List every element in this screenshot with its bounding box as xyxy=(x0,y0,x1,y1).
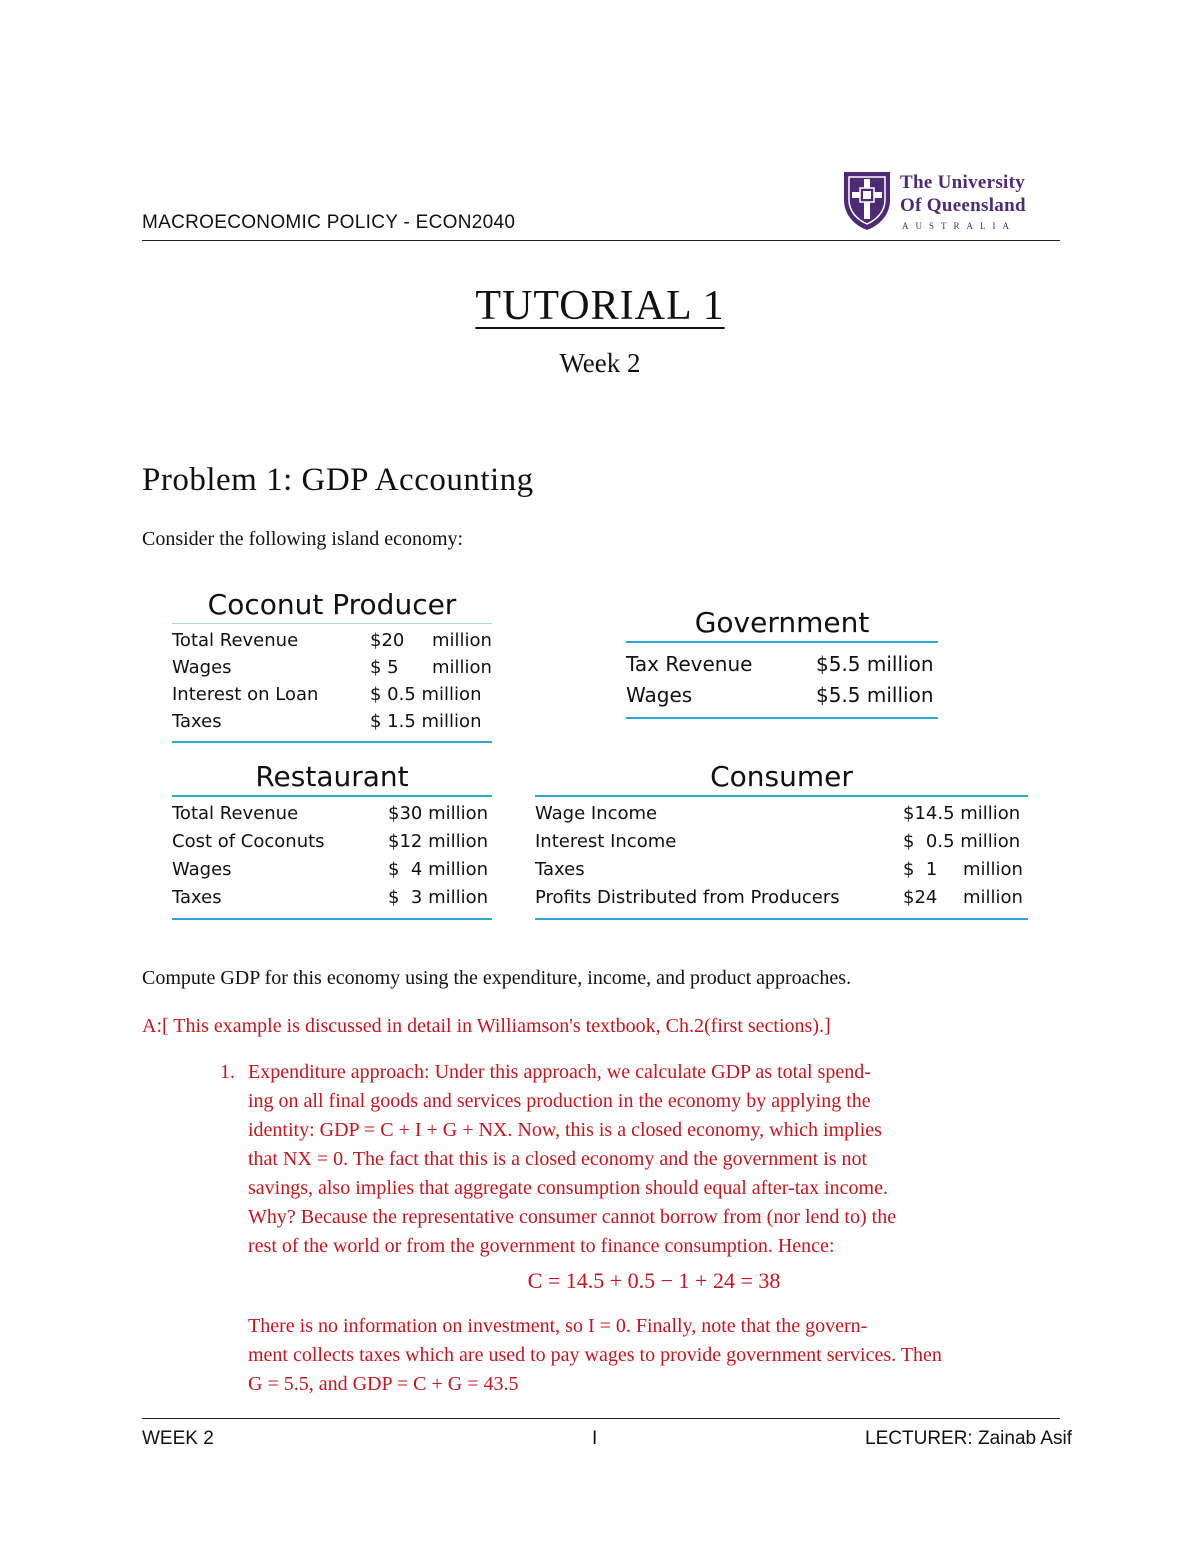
table-row: Tax Revenue $5.5 million xyxy=(626,652,934,676)
answer-line: Expenditure approach: Under this approach, we calculate GDP as total spend- xyxy=(248,1061,871,1083)
consumption-equation: C = 14.5 + 0.5 − 1 + 24 = 38 xyxy=(527,1268,781,1293)
table-row: Taxes $ 1 million xyxy=(535,859,1023,880)
answer-line: Why? Because the representative consumer cannot borrow from (nor lend to) the xyxy=(248,1206,897,1228)
table-bottom-rule xyxy=(172,741,492,743)
table-title: Restaurant xyxy=(255,760,409,793)
intro-text: Consider the following island economy: xyxy=(142,528,464,550)
table-divider xyxy=(172,795,492,797)
answer-line: G = 5.5, and GDP = C + G = 43.5 xyxy=(248,1373,519,1395)
problem-heading: Problem 1: GDP Accounting xyxy=(142,462,534,498)
header-rule xyxy=(142,240,1060,241)
table-title: Coconut Producer xyxy=(207,588,457,621)
table-title: Consumer xyxy=(710,760,853,793)
university-logo xyxy=(842,170,1062,236)
footer-rule xyxy=(142,1418,1060,1419)
table-row: Taxes $ 1.5 million xyxy=(172,711,482,732)
answer-item-number: 1. xyxy=(220,1061,235,1083)
table-bottom-rule xyxy=(626,717,938,719)
table-row: Taxes $ 3 million xyxy=(172,887,489,908)
table-bottom-rule xyxy=(535,918,1028,920)
answer-line: that NX = 0. The fact that this is a closed economy and the government is not xyxy=(248,1148,868,1170)
table-row: Total Revenue $20 million xyxy=(172,630,492,651)
footer-week: WEEK 2 xyxy=(142,1428,214,1449)
government-table xyxy=(626,606,938,719)
table-row: Wages $5.5 million xyxy=(626,683,934,707)
answer-line: savings, also implies that aggregate consumption should equal after-tax income. xyxy=(248,1177,888,1199)
answer-line: ment collects taxes which are used to pay wages to provide government services. Then xyxy=(248,1344,942,1366)
logo-line-3: AUSTRALIA xyxy=(902,221,1016,231)
answer-line: There is no information on investment, so I = 0. Finally, note that the govern- xyxy=(248,1315,868,1337)
uq-crest-icon xyxy=(842,170,892,232)
table-divider xyxy=(626,641,938,643)
table-row: Interest on Loan $ 0.5 million xyxy=(172,684,482,705)
table-row: Cost of Coconuts $12 million xyxy=(172,831,489,852)
week-subtitle: Week 2 xyxy=(559,348,641,378)
table-bottom-rule xyxy=(172,918,492,920)
consumer-table xyxy=(535,760,1028,920)
table-row: Wages $ 5 million xyxy=(172,657,492,678)
page-number: I xyxy=(592,1428,598,1449)
restaurant-table xyxy=(172,760,492,920)
answer-note: A:[ This example is discussed in detail in Williamson's textbook, Ch.2(first sections).] xyxy=(142,1015,831,1037)
table-divider xyxy=(172,623,492,624)
coconut-producer-table xyxy=(172,588,492,743)
question-text: Compute GDP for this economy using the expenditure, income, and product approaches. xyxy=(142,967,852,989)
answer-paragraph-2 xyxy=(248,1312,1060,1399)
footer-lecturer: LECTURER: Zainab Asif xyxy=(865,1428,1072,1449)
table-row: Wages $ 4 million xyxy=(172,859,489,880)
answer-line: identity: GDP = C + I + G + NX. Now, this is a closed economy, which implies xyxy=(248,1119,882,1141)
table-row: Interest Income $ 0.5 million xyxy=(535,831,1021,852)
answer-line: rest of the world or from the government to finance consumption. Hence: xyxy=(248,1235,835,1257)
table-row: Total Revenue $30 million xyxy=(172,803,489,824)
logo-line-2: Of Queensland xyxy=(900,195,1026,216)
course-title: MACROECONOMIC POLICY - ECON2040 xyxy=(142,212,516,233)
answer-line: ing on all final goods and services production in the economy by applying the xyxy=(248,1090,871,1112)
answer-paragraph-1 xyxy=(248,1058,1060,1261)
page-title: TUTORIAL 1 xyxy=(475,283,725,329)
table-row: Wage Income $14.5 million xyxy=(535,803,1021,824)
table-title: Government xyxy=(694,606,870,639)
logo-line-1: The University xyxy=(900,172,1026,193)
table-row: Profits Distributed from Producers $24 million xyxy=(535,887,1023,908)
table-divider xyxy=(535,795,1028,797)
